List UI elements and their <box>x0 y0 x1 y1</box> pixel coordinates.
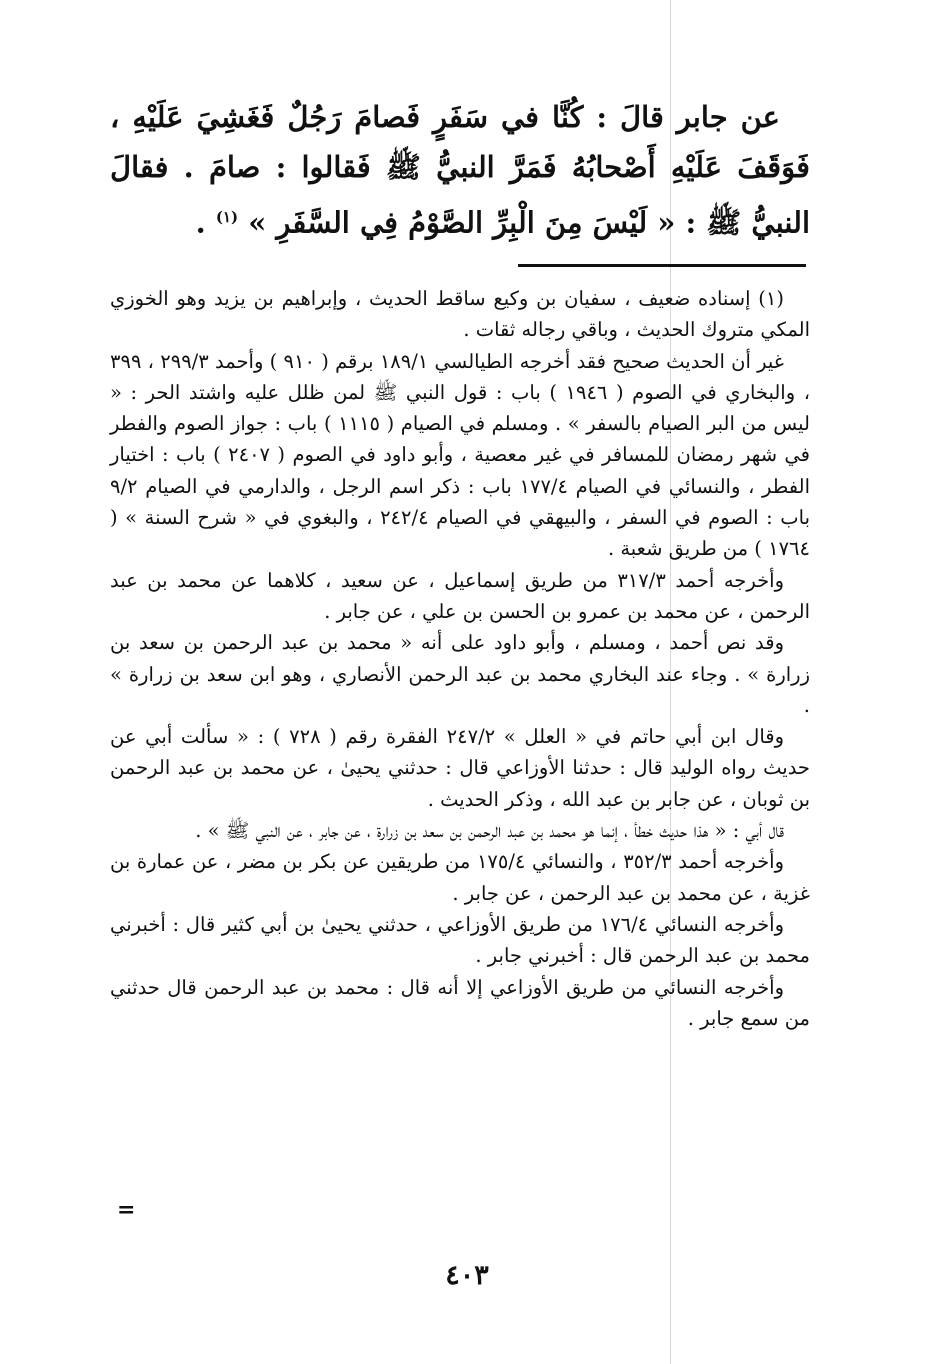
footnote-paragraph: وأخرجه أحمد ٣٥٢/٣ ، والنسائي ١٧٥/٤ من طريقين عن بكر بن مضر ، عن عمارة بن غزية ، عن محمد بن عبد الرحمن ، عن جابر . <box>110 850 810 905</box>
hadith-paragraph <box>110 92 810 248</box>
page-number: ٤٠٣ <box>445 1260 489 1291</box>
hadith-line-1: عن جابر قالَ : كُنَّا في سَفَرٍ فَصامَ رَجُلٌ فَغَشِيَ عَلَيْهِ ، فَوَقَفَ <box>110 100 810 184</box>
footnote-reference: (١) <box>215 208 239 226</box>
hadith-text <box>110 92 810 248</box>
footnote-paragraph: وأخرجه أحمد ٣١٧/٣ من طريق إسماعيل ، عن سعيد ، كلاهما عن محمد بن عبد الرحمن ، عن محمد بن عمرو بن الحسن بن علي ، عن جابر . <box>110 568 810 623</box>
footnote-paragraph: (١) إسناده ضعيف ، سفيان بن وكيع ساقط الحديث ، وإبراهيم بن يزيد وهو الخوزي المكي متروك الحديث ، وباقي رجاله ثقات . <box>110 287 810 342</box>
footnote-paragraph: وقد نص أحمد ، ومسلم ، وأبو داود على أنه « محمد بن عبد الرحمن بن سعد بن زرارة » . وجاء عند البخاري محمد بن عبد الرحمن الأنصاري ، وهو ابن سعد بن زرارة » . <box>110 631 810 717</box>
footnote-separator <box>518 264 806 267</box>
footnote-paragraph: وقال ابن أبي حاتم في « العلل » ٢٤٧/٢ الفقرة رقم ( ٧٢٨ ) : « سألت أبي عن حديث رواه الوليد قال : حدثنا الأوزاعي قال : حدثني يحيىٰ ، عن محمد بن عبد الرحمن بن ثوبان ، عن جابر بن عبد الله ، وذكر الحديث . <box>110 725 810 811</box>
hadith-end-mark: . <box>195 205 206 240</box>
footnote-paragraph: وأخرجه النسائي من طريق الأوزاعي إلا أنه قال : محمد بن عبد الرحمن قال حدثني من سمع جابر . <box>110 975 810 1030</box>
hadith-line-2: عَلَيْهِ أَصْحابُهُ فَمَرَّ النبيُّ ﷺ فَقالوا : صامَ . فقالَ النبيُّ ﷺ : « لَيْسَ <box>110 150 810 240</box>
continuation-mark: = <box>117 1197 136 1223</box>
footnote-paragraph: قال أبي : « هذا حديث خطأ ، إنما هو محمد بن عبد الرحمن بن سعد بن زرارة ، عن جابر ، عن النبي ﷺ » . <box>195 819 784 843</box>
footnote-paragraph: وأخرجه النسائي ١٧٦/٤ من طريق الأوزاعي ، حدثني يحيىٰ بن أبي كثير قال : أخبرني محمد بن عبد الرحمن قال : أخبرني جابر . <box>110 912 810 968</box>
hadith-line-3: مِنَ الْبِرِّ الصَّوْمُ فِي السَّفَرِ » <box>248 205 583 240</box>
footnotes-section <box>110 283 810 1034</box>
footnote-paragraph: غير أن الحديث صحيح فقد أخرجه الطيالسي ١٨٩/١ برقم ( ٩١٠ ) وأحمد ٢٩٩/٣ ، ٣٩٩ ، والبخاري في الصوم ( ١٩٤٦ ) باب : قول النبي ﷺ لمن ظلل عليه واشتد الحر : « ليس من البر الصيام بالسفر » . ومسلم في الصيام ( ١١١٥ ) باب : جواز الصوم والفطر في شهر رمضان للمسافر في غير معصية ، وأبو داود في الصوم ( ٢٤٠٧ ) باب : اختيار الفطر ، والنسائي في الصيام ١٧٧/٤ باب : ذكر اسم الرجل ، والدارمي في الصيام ٩/٢ باب : الصوم في السفر ، والبيهقي في الصيام ٢٤٢/٤ ، والبغوي في « شرح السنة » ( ١٧٦٤ ) من طريق شعبة . <box>110 349 811 561</box>
